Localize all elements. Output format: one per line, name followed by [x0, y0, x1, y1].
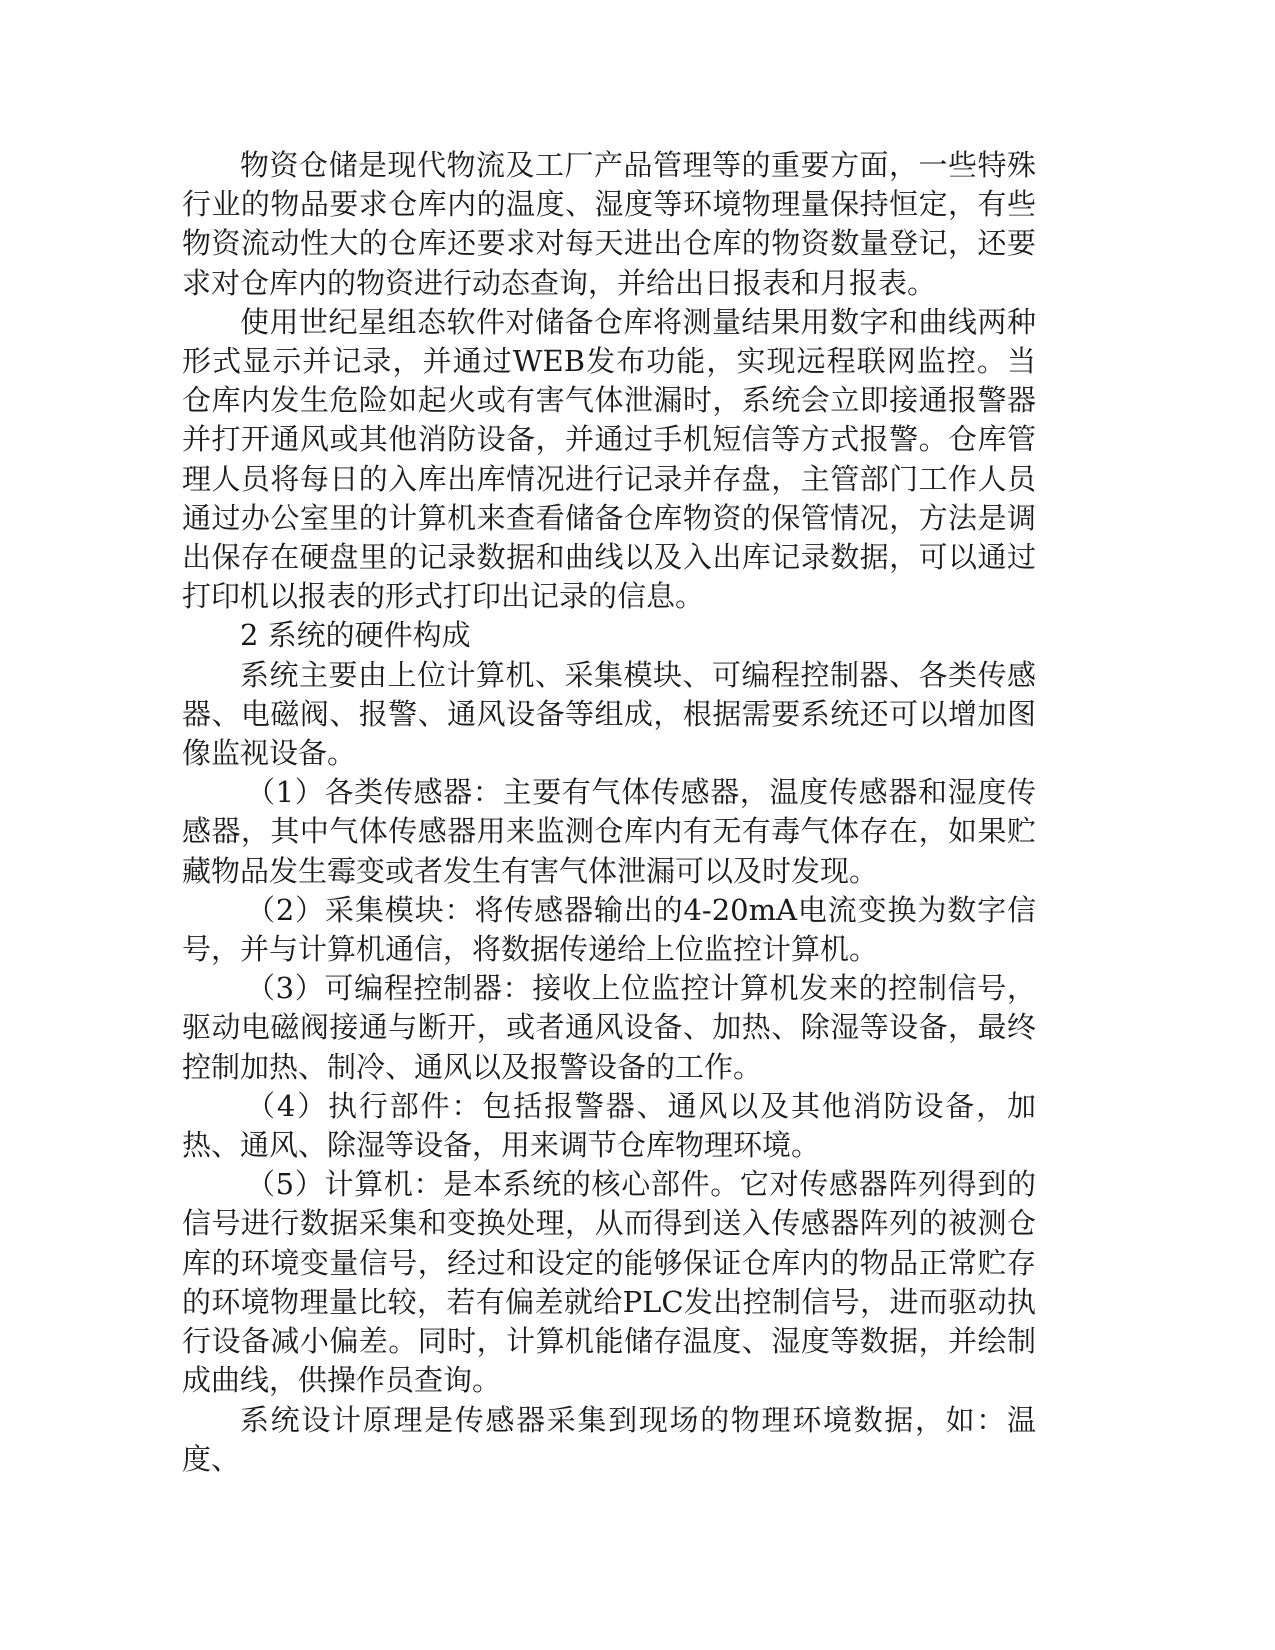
list-item-computer: （5）计算机：是本系统的核心部件。它对传感器阵列得到的信号进行数据采集和变换处理，从而得到送入传感器阵列的被测仓库的环境变量信号，经过和设定的能够保证仓库内的物品正常贮存的环境物理量比较，若有偏差就给PLC发出控制信号，进而驱动执行设备减小偏差。同时，计算机能储存温度、湿度等数据，并绘制成曲线，供操作员查询。	[182, 1167, 1036, 1398]
list-item-plc: （3）可编程控制器：接收上位监控计算机发来的控制信号，驱动电磁阀接通与断开，或者通风设备、加热、除湿等设备，最终控制加热、制冷、通风以及报警设备的工作。	[182, 971, 1036, 1084]
closing-paragraph: 系统设计原理是传感器采集到现场的物理环境数据，如：温度、	[182, 1402, 1036, 1476]
intro-paragraph-2: 使用世纪星组态软件对储备仓库将测量结果用数字和曲线两种形式显示并记录，并通过WEB发布功能，实现远程联网监控。当仓库内发生危险如起火或有害气体泄漏时，系统会立即接通报警器并打开通风或其他消防设备，并通过手机短信等方式报警。仓库管理人员将每日的入库出库情况进行记录并存盘，主管部门工作人员通过办公室里的计算机来查看储备仓库物资的保管情况，方法是调出保存在硬盘里的记录数据和曲线以及入出库记录数据，可以通过打印机以报表的形式打印出记录的信息。	[182, 304, 1036, 614]
list-item-acquisition-module: （2）采集模块：将传感器输出的4-20mA电流变换为数字信号，并与计算机通信，将数据传递给上位监控计算机。	[182, 892, 1036, 967]
list-item-actuators: （4）执行部件：包括报警器、通风以及其他消防设备，加热、通风、除湿等设备，用来调节仓库物理环境。	[182, 1088, 1036, 1163]
section-intro-paragraph: 系统主要由上位计算机、采集模块、可编程控制器、各类传感器、电磁阀、报警、通风设备等组成，根据需要系统还可以增加图像监视设备。	[182, 657, 1036, 771]
section-heading: 2 系统的硬件构成	[240, 618, 471, 653]
list-item-sensors: （1）各类传感器：主要有气体传感器，温度传感器和湿度传感器，其中气体传感器用来监测仓库内有无有毒气体存在，如果贮藏物品发生霉变或者发生有害气体泄漏可以及时发现。	[182, 775, 1036, 888]
body-text	[182, 146, 1036, 1479]
intro-paragraph-1: 物资仓储是现代物流及工厂产品管理等的重要方面，一些特殊行业的物品要求仓库内的温度、湿度等环境物理量保持恒定，有些物资流动性大的仓库还要求对每天进出仓库的物资数量登记，还要求对仓库内的物资进行动态查询，并给出日报表和月报表。	[182, 148, 1036, 300]
